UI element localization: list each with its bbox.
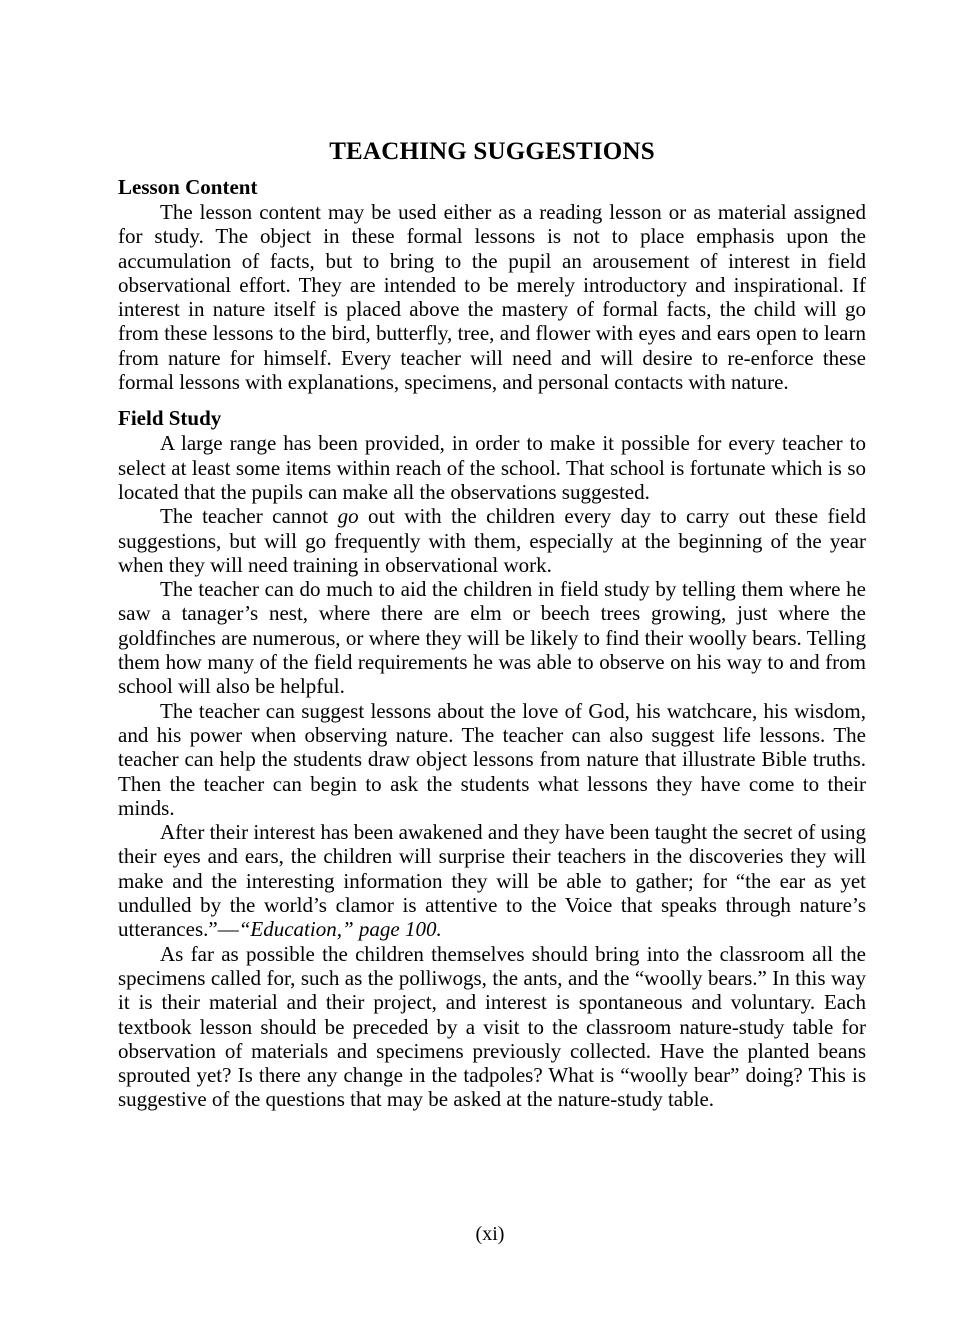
field-study-paragraph-6: As far as possible the children themselves should bring into the classroom all the specimens called for, such as the polliwogs, the ants, and the “woolly bears.” In this way it is their material and their project, and interest is spontaneous and voluntary. Each textbook lesson should be preceded by a visit to the classroom nature-study table for observation of materials and specimens previously collected. Have the planted beans sprouted yet? Is there any change in the tadpoles? What is “woolly bear” doing? This is suggestive of the questions that may be asked at the nature-study table. — [118, 941, 866, 1112]
page-title: TEACHING SUGGESTIONS — [329, 138, 655, 165]
section-heading-lesson-content: Lesson Content — [118, 175, 258, 199]
lesson-content-paragraph: The lesson content may be used either as a reading lesson or as material assigned for study. The object in these formal lessons is not to place emphasis upon the accumulation of facts, but to bring to the pupil an arousement of interest in field observational effort. They are intended to be merely introductory and inspirational. If interest in nature itself is placed above the mastery of formal facts, the child will go from these lessons to the bird, butterfly, tree, and flower with eyes and ears open to learn from nature for himself. Every teacher will need and will desire to re-enforce these formal lessons with explanations, specimens, and personal contacts with nature. — [118, 200, 866, 395]
paragraph-text-segment: out with the children every day to carry out these field suggestions, but will go frequently with them, especially at the beginning of the year when they will need training in observational work. — [118, 504, 866, 577]
field-study-paragraph-2 — [118, 504, 866, 577]
section-spacer — [118, 394, 866, 406]
field-study-paragraph-3: The teacher can do much to aid the children in field study by telling them where he saw a tanager’s nest, where there are elm or beech trees growing, just where the goldfinches are numerous, or where they will be likely to find their woolly bears. Telling them how many of the field requirements he was able to observe on his way to and from school will also be helpful. — [118, 577, 866, 699]
paragraph-text-segment: After their interest has been awakened and they have been taught the secret of using their eyes and ears, the children will surprise their teachers in the discoveries they will make and the interesting information they will be able to gather; for “the ear as yet undulled by the world’s clamor is attentive to the Voice that speaks through nature’s utterances.”— — [118, 820, 866, 942]
page-number: (xi) — [475, 1223, 505, 1245]
field-study-paragraph-4: The teacher can suggest lessons about the love of God, his watchcare, his wisdom, and his power when observing nature. The teacher can also suggest life lessons. The teacher can help the students draw object lessons from nature that illustrate Bible truths. Then the teacher can begin to ask the students what lessons they have come to their minds. — [118, 698, 866, 820]
page-body — [118, 135, 866, 1112]
citation: “Education,” page 100. — [238, 917, 442, 942]
italic-word: go — [337, 504, 359, 529]
field-study-paragraph-1: A large range has been provided, in order to make it possible for every teacher to select at least some items within reach of the school. That school is fortunate which is so located that the pupils can make all the observations suggested. — [118, 431, 866, 504]
paragraph-text-segment: The teacher cannot — [160, 504, 338, 529]
section-heading-field-study: Field Study — [118, 406, 222, 431]
field-study-paragraph-5 — [118, 820, 866, 941]
